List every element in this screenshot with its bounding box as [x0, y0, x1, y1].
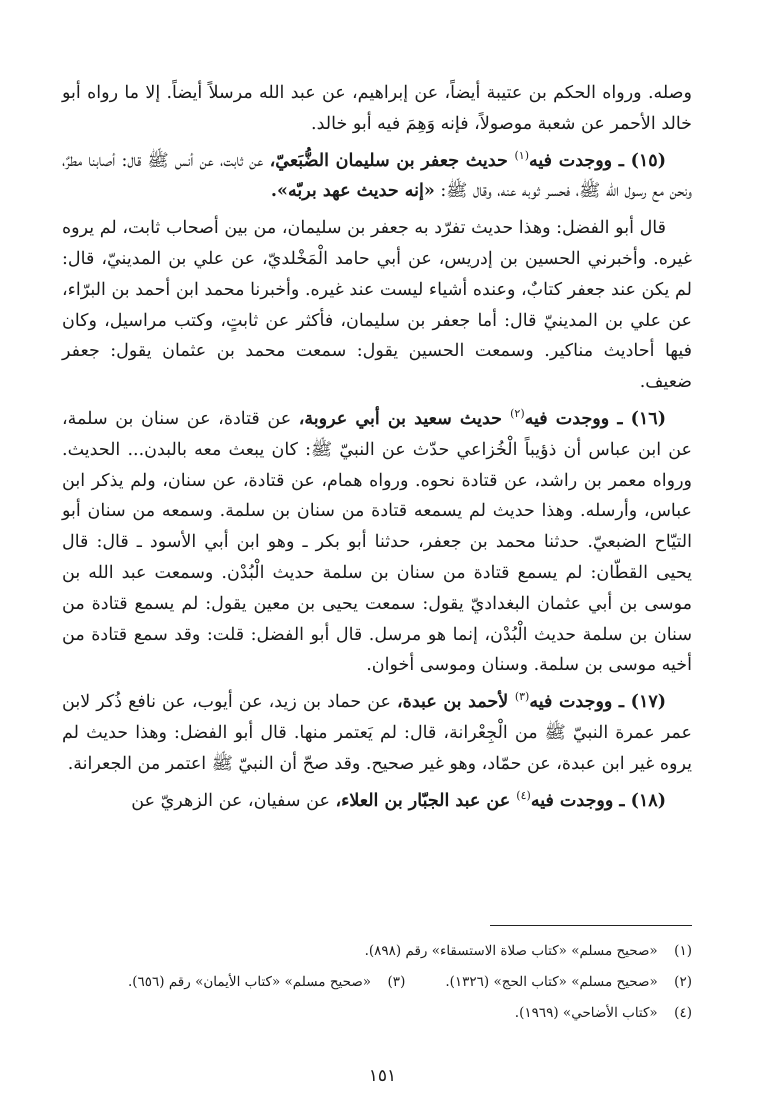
footnote-4-number: (٤): [674, 1005, 692, 1021]
entry-17: [62, 687, 692, 779]
entry-18: [62, 786, 692, 817]
page-number: ١٥١: [368, 1066, 397, 1086]
footnote-3: [128, 967, 405, 998]
footnote-divider: [490, 925, 692, 926]
footnote-3-text: «صحيح مسلم» «كتاب الأيمان» رقم (٦٥٦).: [127, 974, 372, 990]
footnote-2-text: «صحيح مسلم» «كتاب الحج» (١٣٢٦).: [445, 974, 658, 990]
footnote-4-text: «كتاب الأضاحي» (١٩٦٩).: [514, 1005, 658, 1021]
footnote-row-3: [62, 998, 692, 1029]
entry-15: [62, 146, 692, 208]
footnote-1-text: «صحيح مسلم» «كتاب صلاة الاستسقاء» رقم (٨٩٨).: [364, 943, 658, 959]
entry-16: [62, 404, 692, 681]
entry-17-title: لأحمد بن عبدة،: [397, 692, 515, 713]
entry-15-label: (١٥) ـ ووجدت فيه: [529, 150, 666, 171]
footnote-2-number: (٢): [674, 974, 692, 990]
entry-15-quote: «إنه حديث عهد بربّه».: [270, 181, 435, 202]
entry-16-title: حديث سعيد بن أبي عروبة،: [298, 408, 511, 429]
footnotes: [62, 936, 692, 1029]
footnote-2: [445, 967, 692, 998]
footnote-4: [515, 998, 692, 1029]
entry-16-label: (١٦) ـ ووجدت فيه: [524, 408, 666, 429]
paragraph-continuation: وصله. ورواه الحكم بن عتيبة أيضاً، عن إبراهيم، عن عبد الله مرسلاً أيضاً. إلا ما رواه أبو خالد الأحمر عن شعبة موصولاً، فإنه وَهِمَ فيه أبو خالد.: [62, 83, 692, 134]
footnote-1: [365, 936, 692, 967]
footnote-ref-4[interactable]: (٤): [516, 788, 531, 802]
footnote-row-2: [62, 967, 692, 998]
entry-15-title: حديث جعفر بن سليمان الضُّبَعيّ،: [269, 150, 515, 171]
entry-17-label: (١٧) ـ ووجدت فيه: [529, 692, 667, 713]
footnote-3-number: (٣): [387, 974, 406, 990]
footnote-ref-3[interactable]: (٣): [514, 690, 530, 704]
entry-18-text: عن سفيان، عن الزهريّ عن: [131, 790, 336, 811]
entry-16-text: عن قتادة، عن سنان بن سلمة، عن ابن عباس أن ذؤيباً الْخُزاعي حدّث عن النبيّ ﷺ: كان يبعث معه بالبدن... الحديث. ورواه معمر بن راشد، عن قتادة نحوه. ورواه همام، عن قتادة، عن سنان، ولم يذكر ابن عباس، وأرسله. وهذا حديث لم يسمعه قتادة من سنان بن سلمة. وسمعه من سنان أبو التيّاح الضبعيّ. حدثنا محمد بن جعفر، حدثنا أبو بكر ـ وهو ابن أبي الأسود ـ قال: قال يحيى القطّان: لم يسمع قتادة من سنان بن سلمة حديث الْبُدْن. وسمعت عبد الله بن موسى بن أبي عثمان البغداديّ يقول: سمعت يحيى بن معين يقول: لم يسمع قتادة من سنان بن سلمة حديث الْبُدْن، إنما هو مرسل. قال أبو الفضل: قلت: وقد سمع قتادة من أخيه موسى بن سلمة. وسنان وموسى أخوان.: [62, 408, 692, 676]
entry-17-text: عن حماد بن زيد، عن أيوب، عن نافع ذُكر لابن عمر عمرة النبيّ ﷺ من الْجِعْرانة، قال: لم يَعتمر منها. قال أبو الفضل: وهذا حديث لم يروه غير ابن عبدة، عن حمّاد، وهو غير صحيح. وقد صحّ أن النبيّ ﷺ اعتمر من الجعرانة.: [62, 692, 692, 774]
main-text: [62, 78, 692, 822]
entry-18-title: عن عبد الجبّار بن العلاء،: [335, 790, 517, 811]
entry-15-text: عن ثابت، عن أنس ﷺ قال: أصابنا مطرٌ، ونحن مع رسول الله ﷺ، فحسر ثوبه عنه، وقال ﷺ:: [62, 150, 692, 202]
footnote-1-number: (١): [674, 943, 692, 959]
footnote-ref-2[interactable]: (٢): [510, 407, 525, 421]
footnote-ref-1[interactable]: (١): [514, 148, 529, 162]
footnote-row-1: [62, 936, 692, 967]
entry-18-label: (١٨) ـ ووجدت فيه: [530, 790, 666, 811]
paragraph-abu-al-fadl: قال أبو الفضل: وهذا حديث تفرّد به جعفر بن سليمان، من بين أصحاب ثابت، لم يروه غيره. وأخبرني الحسين بن إدريس، عن أبي حامد الْمَخْلديّ، عن علي بن المدينيّ، قال: لم يكن عند جعفر كتابٌ، وعنده أشياء ليست عند غيره. وأخبرنا محمد ابن أحمد بن البرّاء، عن علي بن المدينيّ قال: أما جعفر بن سليمان، فأكثر عن ثابتٍ، وكتب مراسيل، وكان فيها أحاديث مناكير. وسمعت الحسين يقول: سمعت محمد بن عثمان يقول: جعفر ضعيف.: [62, 218, 692, 393]
